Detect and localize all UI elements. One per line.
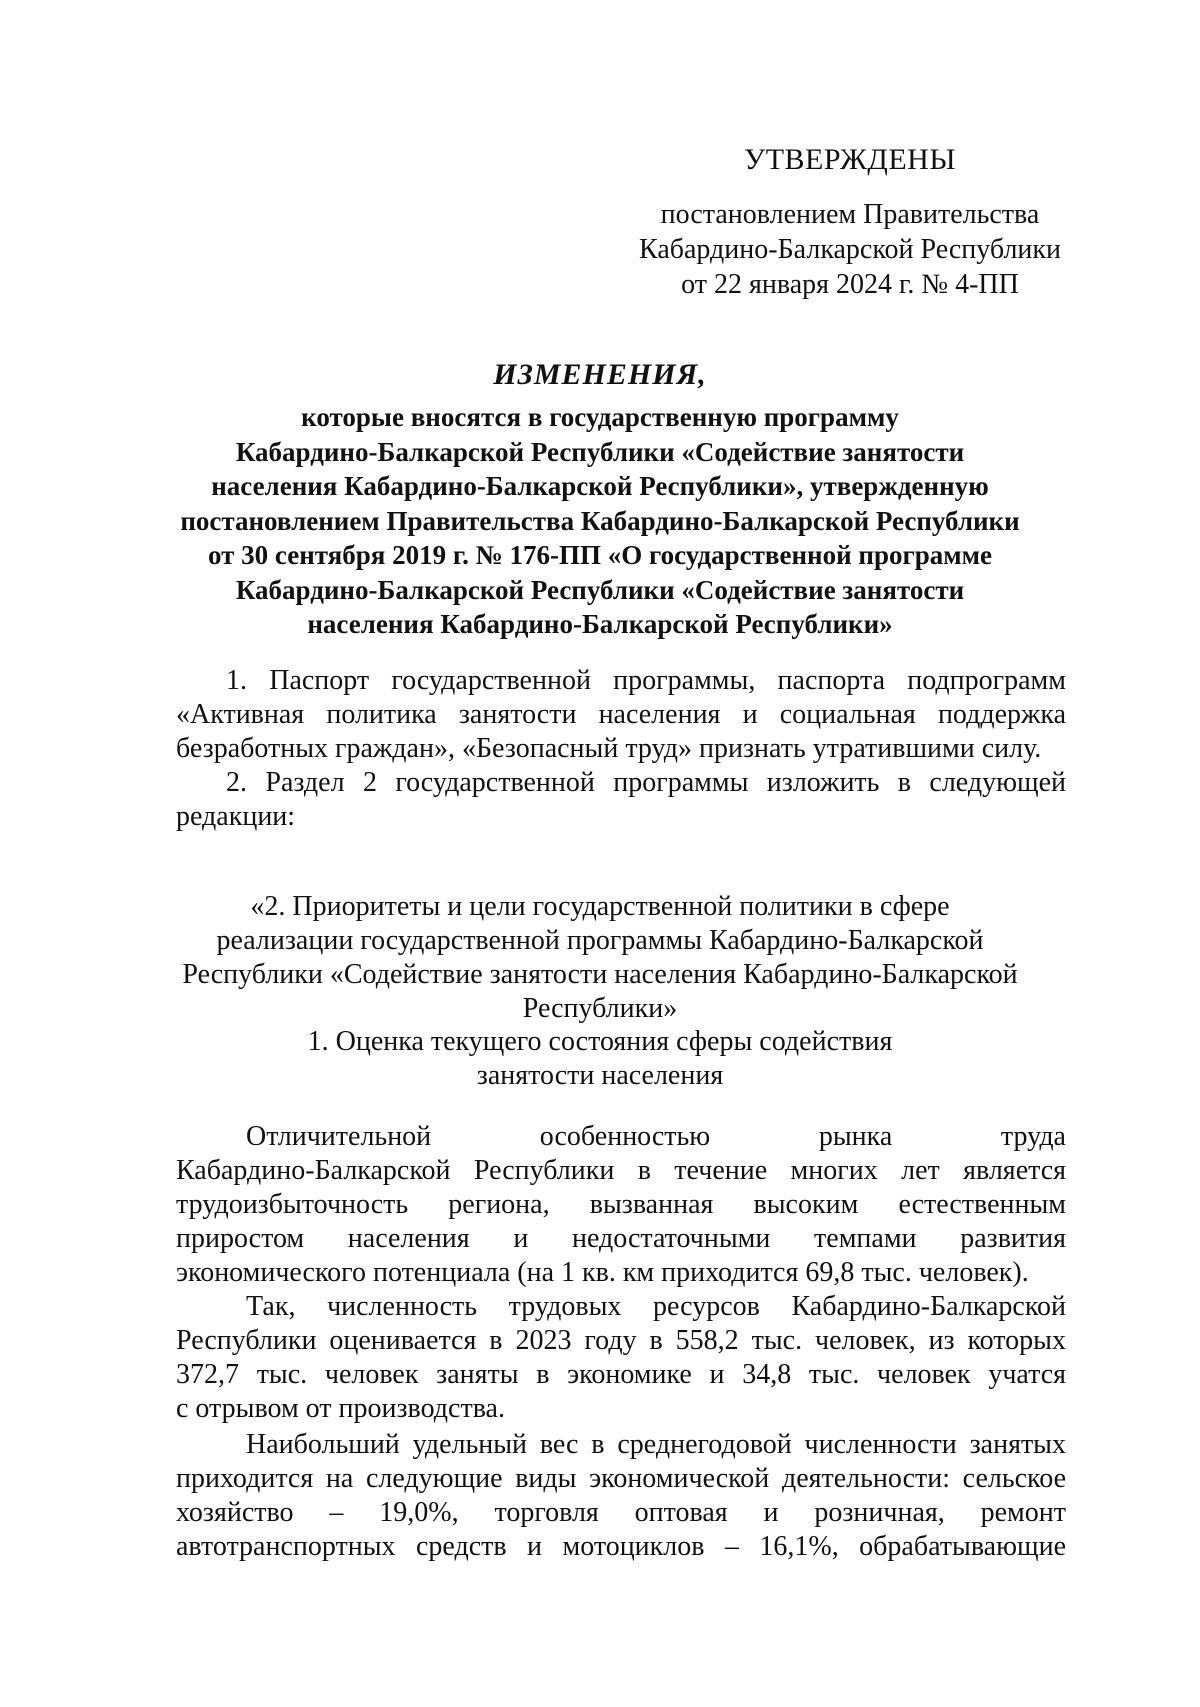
paragraph-3 bbox=[176, 1428, 1066, 1564]
document-subtitle bbox=[150, 400, 1050, 642]
paragraph-2-line: Так, численность трудовых ресурсов Кабардино-Балкарской bbox=[246, 1291, 1066, 1322]
paragraph-1-line: Отличительной особенностью рынка труда bbox=[246, 1121, 1066, 1152]
paragraph-2 bbox=[176, 1290, 1066, 1426]
item-2-line: редакции: bbox=[176, 801, 296, 832]
paragraph-2-line: Республики оценивается в 2023 году в 558,2 тыс. человек, из которых bbox=[176, 1325, 1066, 1356]
paragraph-1 bbox=[176, 1120, 1066, 1290]
section-heading-line: Республики» bbox=[522, 993, 678, 1024]
item-1-line: безработных граждан», «Безопасный труд» признать утратившими силу. bbox=[176, 733, 1042, 764]
paragraph-1-line: трудоизбыточность региона, вызванная высоким естественным bbox=[176, 1189, 1066, 1220]
approval-line-2: Кабардино-Балкарской Республики bbox=[639, 234, 1061, 265]
subtitle-line: Кабардино-Балкарской Республики «Содействие занятости bbox=[235, 436, 965, 467]
subsection-heading-line: 1. Оценка текущего состояния сферы содействия bbox=[307, 1026, 893, 1057]
paragraph-1-line: Кабардино-Балкарской Республики в течение многих лет является bbox=[176, 1155, 1066, 1186]
paragraph-3-line: хозяйство – 19,0%, торговля оптовая и розничная, ремонт bbox=[176, 1497, 1066, 1528]
subsection-heading bbox=[150, 1025, 1050, 1093]
paragraph-3-line: Наибольший удельный вес в среднегодовой численности занятых bbox=[246, 1429, 1066, 1460]
paragraph-1-line: экономического потенциала (на 1 кв. км приходится 69,8 тыс. человек). bbox=[176, 1257, 1029, 1288]
changes-title: ИЗМЕНЕНИЯ, bbox=[493, 358, 707, 391]
subtitle-line: населения Кабардино-Балкарской Республики» bbox=[307, 609, 893, 639]
item-1-line: 1. Паспорт государственной программы, паспорта подпрограмм bbox=[226, 665, 1066, 696]
item-2-line: 2. Раздел 2 государственной программы изложить в следующей bbox=[226, 767, 1066, 798]
approval-block bbox=[620, 142, 1080, 302]
section-heading-line: «2. Приоритеты и цели государственной политики в сфере bbox=[250, 891, 950, 922]
paragraph-3-line: приходится на следующие виды экономической деятельности: сельское bbox=[176, 1463, 1066, 1494]
item-1-paragraph bbox=[176, 664, 1066, 766]
subtitle-line: населения Кабардино-Балкарской Республики», утвержденную bbox=[211, 471, 989, 501]
subtitle-line: Кабардино-Балкарской Республики «Содействие занятости bbox=[235, 574, 965, 605]
paragraph-3-line: автотранспортных средств и мотоциклов – 16,1%, обрабатывающие bbox=[176, 1531, 1066, 1562]
item-2-paragraph bbox=[176, 766, 1066, 834]
paragraph-2-line: 372,7 тыс. человек заняты в экономике и 34,8 тыс. человек учатся bbox=[176, 1359, 1066, 1390]
section-heading bbox=[150, 890, 1050, 1026]
subtitle-line: постановлением Правительства Кабардино-Балкарской Республики bbox=[180, 505, 1020, 536]
approval-line-3: от 22 января 2024 г. № 4-ПП bbox=[681, 269, 1019, 300]
approval-title: УТВЕРЖДЕНЫ bbox=[743, 143, 957, 176]
item-1-line: «Активная политика занятости населения и социальная поддержка bbox=[176, 699, 1066, 730]
approval-line-1: постановлением Правительства bbox=[660, 199, 1040, 230]
section-heading-line: Республики «Содействие занятости населения Кабардино-Балкарской bbox=[182, 959, 1018, 990]
subsection-heading-line: занятости населения bbox=[476, 1060, 724, 1091]
subtitle-line: от 30 сентября 2019 г. № 176-ПП «О государственной программе bbox=[207, 540, 993, 570]
subtitle-line: которые вносятся в государственную программу bbox=[301, 402, 899, 432]
section-heading-line: реализации государственной программы Кабардино-Балкарской bbox=[216, 925, 984, 956]
paragraph-2-line: с отрывом от производства. bbox=[176, 1393, 505, 1424]
paragraph-1-line: приростом населения и недостаточными темпами развития bbox=[176, 1223, 1066, 1254]
